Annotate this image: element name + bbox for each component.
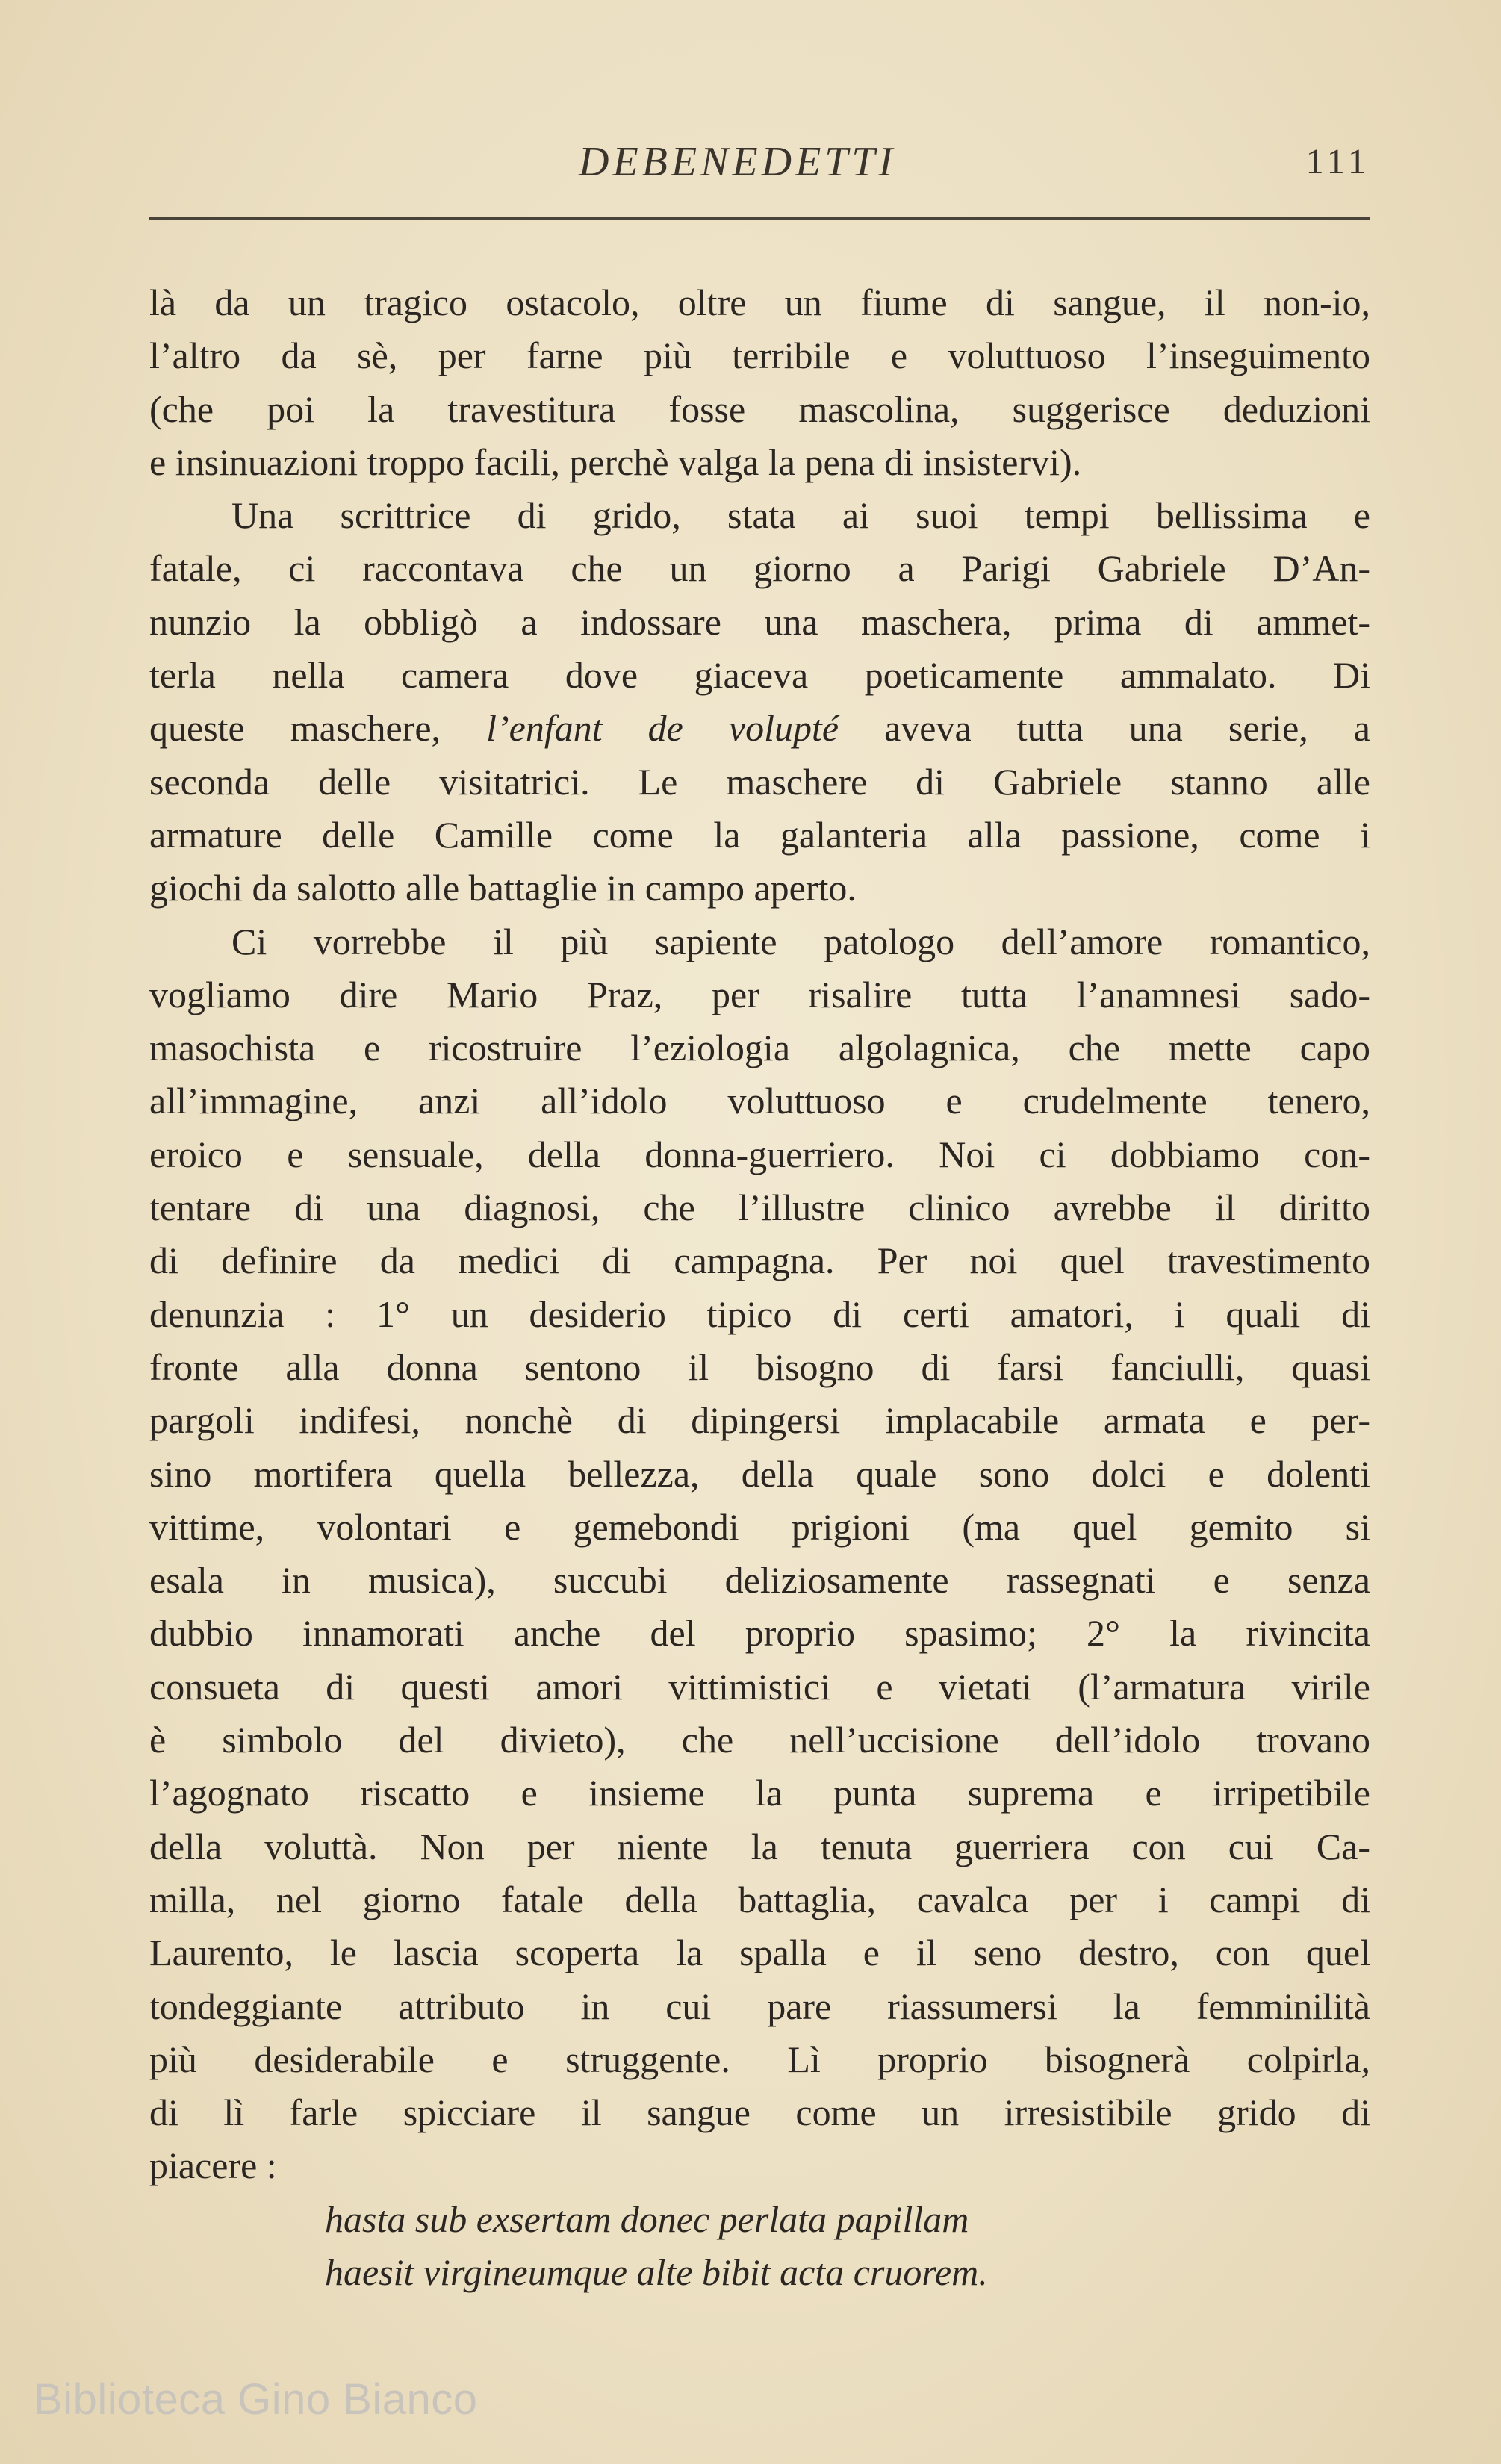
text-line: più desiderabile e struggente. Lì proprio bisognerà colpirla, <box>149 2038 1370 2080</box>
text-line: di lì farle spicciare il sangue come un irresistibile grido di <box>149 2091 1370 2134</box>
text-line: fatale, ci raccontava che un giorno a Parigi Gabriele D’An- <box>149 547 1370 590</box>
text-line: masochista e ricostruire l’eziologia algolagnica, che mette capo <box>149 1027 1370 1069</box>
text-line: piacere : <box>149 2144 277 2187</box>
text-line: all’immagine, anzi all’idolo voluttuoso e crudelmente tenero, <box>149 1080 1370 1122</box>
text-line: giochi da salotto alle battaglie in campo aperto. <box>149 867 857 909</box>
page-number: 111 <box>1305 142 1370 181</box>
text-line: seconda delle visitatrici. Le maschere di Gabriele stanno alle <box>149 760 1370 803</box>
text-line: Una scrittrice di grido, stata ai suoi tempi bellissima e <box>231 494 1370 537</box>
text-line: (che poi la travestitura fosse mascolina, suggerisce deduzioni <box>149 388 1370 430</box>
page-header <box>149 138 1370 198</box>
text-line: vogliamo dire Mario Praz, per risalire tutta l’anamnesi sado- <box>149 973 1370 1015</box>
text-line: l’altro da sè, per farne più terribile e voluttuoso l’inseguimento <box>149 335 1370 377</box>
text-segment: queste maschere, <box>149 707 441 750</box>
text-line: della voluttà. Non per niente la tenuta guerriera con cui Ca- <box>149 1825 1370 1867</box>
text-line: Ci vorrebbe il più sapiente patologo dell’amore romantico, <box>231 920 1370 962</box>
text-line: è simbolo del divieto), che nell’uccisione dell’idolo trovano <box>149 1719 1370 1761</box>
text-line: nunzio la obbligò a indossare una maschera, prima di ammet- <box>149 600 1370 643</box>
body-text <box>149 276 1370 2299</box>
text-segment: aveva tutta una serie, a <box>884 707 1370 750</box>
text-line: milla, nel giorno fatale della battaglia, cavalca per i campi di <box>149 1878 1370 1920</box>
text-line: esala in musica), succubi deliziosamente rassegnati e senza <box>149 1559 1370 1602</box>
text-line: dubbio innamorati anche del proprio spasimo; 2° la rivincita <box>149 1612 1370 1655</box>
text-line: là da un tragico ostacolo, oltre un fiume di sangue, il non-io, <box>149 281 1370 323</box>
text-line: di definire da medici di campagna. Per noi quel travestimento <box>149 1239 1370 1282</box>
verse-line: haesit virgineumque alte bibit acta cruorem. <box>325 2250 988 2293</box>
text-line: denunzia : 1° un desiderio tipico di certi amatori, i quali di <box>149 1292 1370 1335</box>
text-line: consueta di questi amori vittimistici e vietati (l’armatura virile <box>149 1665 1370 1708</box>
verse-line: hasta sub exsertam donec perlata papillam <box>325 2197 969 2240</box>
text-line: armature delle Camille come la galanteria alla passione, come i <box>149 813 1370 856</box>
running-title: DEBENEDETTI <box>579 139 897 185</box>
text-line: tentare di una diagnosi, che l’illustre clinico avrebbe il diritto <box>149 1186 1370 1229</box>
text-line: sino mortifera quella bellezza, della quale sono dolci e dolenti <box>149 1452 1370 1495</box>
italic-phrase: l’enfant de volupté <box>486 707 839 750</box>
text-line: e insinuazioni troppo facili, perchè valga la pena di insistervi). <box>149 441 1082 483</box>
text-line: eroico e sensuale, della donna-guerriero. Noi ci dobbiamo con- <box>149 1133 1370 1175</box>
text-line: fronte alla donna sentono il bisogno di farsi fanciulli, quasi <box>149 1345 1370 1388</box>
text-line: pargoli indifesi, nonchè di dipingersi implacabile armata e per- <box>149 1399 1370 1442</box>
text-line: Laurento, le lascia scoperta la spalla e il seno destro, con quel <box>149 1932 1370 1974</box>
text-line: vittime, volontari e gemebondi prigioni (ma quel gemito si <box>149 1505 1370 1548</box>
header-rule <box>149 217 1370 220</box>
library-watermark: Biblioteca Gino Bianco <box>34 2375 478 2424</box>
text-line: terla nella camera dove giaceva poeticamente ammalato. Di <box>149 654 1370 697</box>
text-line <box>149 702 1370 755</box>
text-line: tondeggiante attributo in cui pare riassumersi la femminilità <box>149 1985 1370 2027</box>
text-line: l’agognato riscatto e insieme la punta suprema e irripetibile <box>149 1772 1370 1814</box>
